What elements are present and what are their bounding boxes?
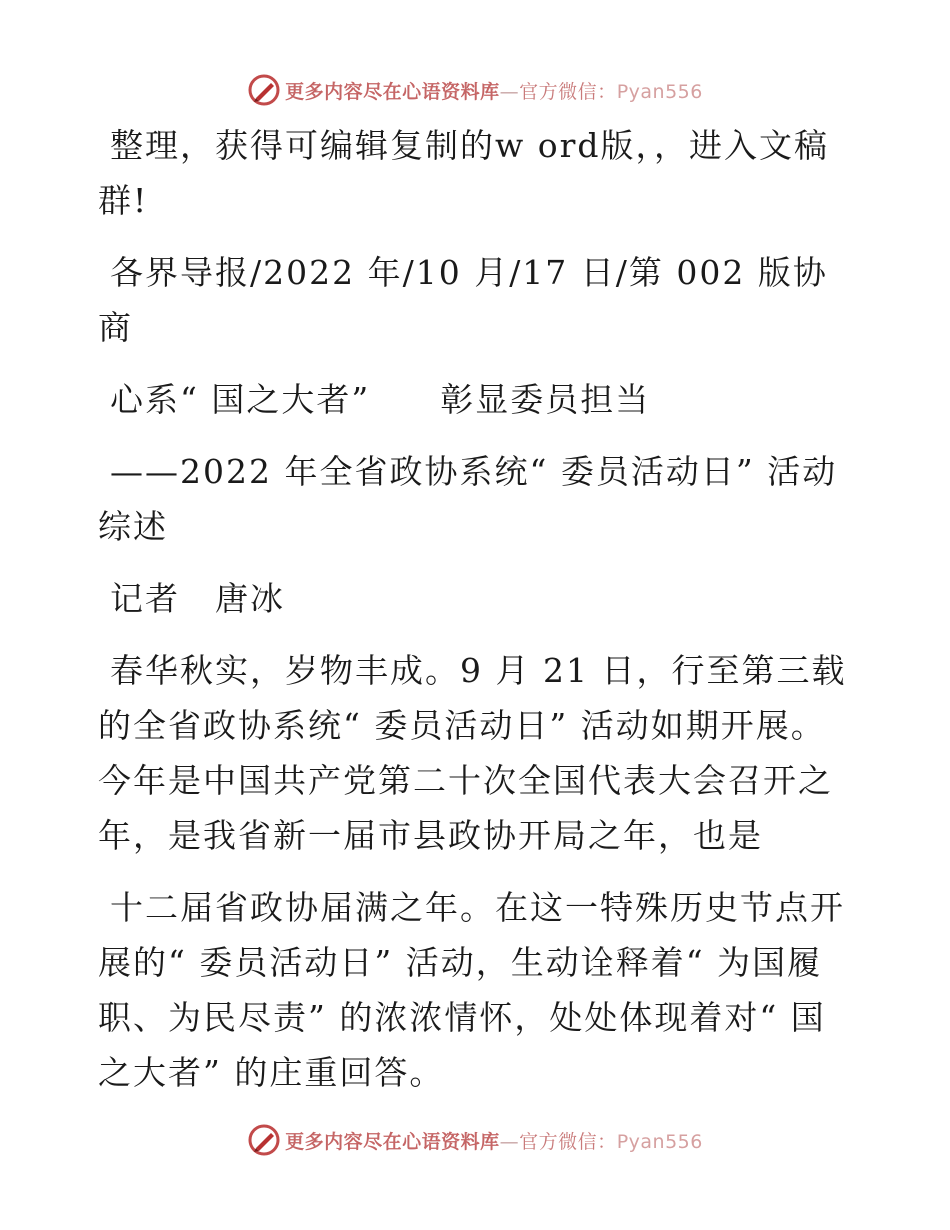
watermark-text: [285, 77, 703, 104]
header-watermark: [0, 70, 950, 110]
document-body: [98, 118, 858, 1117]
paragraph-intro: 整理，获得可编辑复制的w ord版，，进入文稿群!: [98, 126, 830, 220]
footer-watermark: [0, 1120, 950, 1160]
watermark-separator: —: [499, 80, 520, 103]
watermark-separator: —: [499, 1130, 520, 1153]
paragraph-source: 各界导报/2022 年/10 月/17 日/第 002 版协商: [98, 253, 828, 347]
watermark-wechat-id: Pyan556: [616, 1130, 703, 1153]
article-title: 心系“ 国之大者” 彰显委员担当: [110, 380, 651, 419]
article-byline: 记者 唐冰: [110, 579, 285, 618]
watermark-label: 官方微信：: [519, 80, 617, 103]
pen-logo-icon: [247, 1123, 281, 1157]
watermark-wechat-id: Pyan556: [616, 80, 703, 103]
paragraph-body-1: 春华秋实，岁物丰成。9 月 21 日，行至第三载的全省政协系统“ 委员活动日” 活动如期开展。今年是中国共产党第二十次全国代表大会召开之年，是我省新一届市县政协开局之年，也是: [98, 651, 847, 855]
watermark-site: 更多内容尽在心语资料库: [285, 80, 500, 103]
watermark-site: 更多内容尽在心语资料库: [285, 1130, 500, 1153]
pen-logo-icon: [247, 73, 281, 107]
watermark-text: [285, 1127, 703, 1154]
watermark-label: 官方微信：: [519, 1130, 617, 1153]
paragraph-body-2: 十二届省政协届满之年。在这一特殊历史节点开展的“ 委员活动日” 活动，生动诠释着“ 为国履职、为民尽责” 的浓浓情怀，处处体现着对“ 国之大者” 的庄重回答。: [98, 888, 845, 1092]
article-subtitle: ——2022 年全省政协系统“ 委员活动日” 活动综述: [98, 452, 838, 546]
